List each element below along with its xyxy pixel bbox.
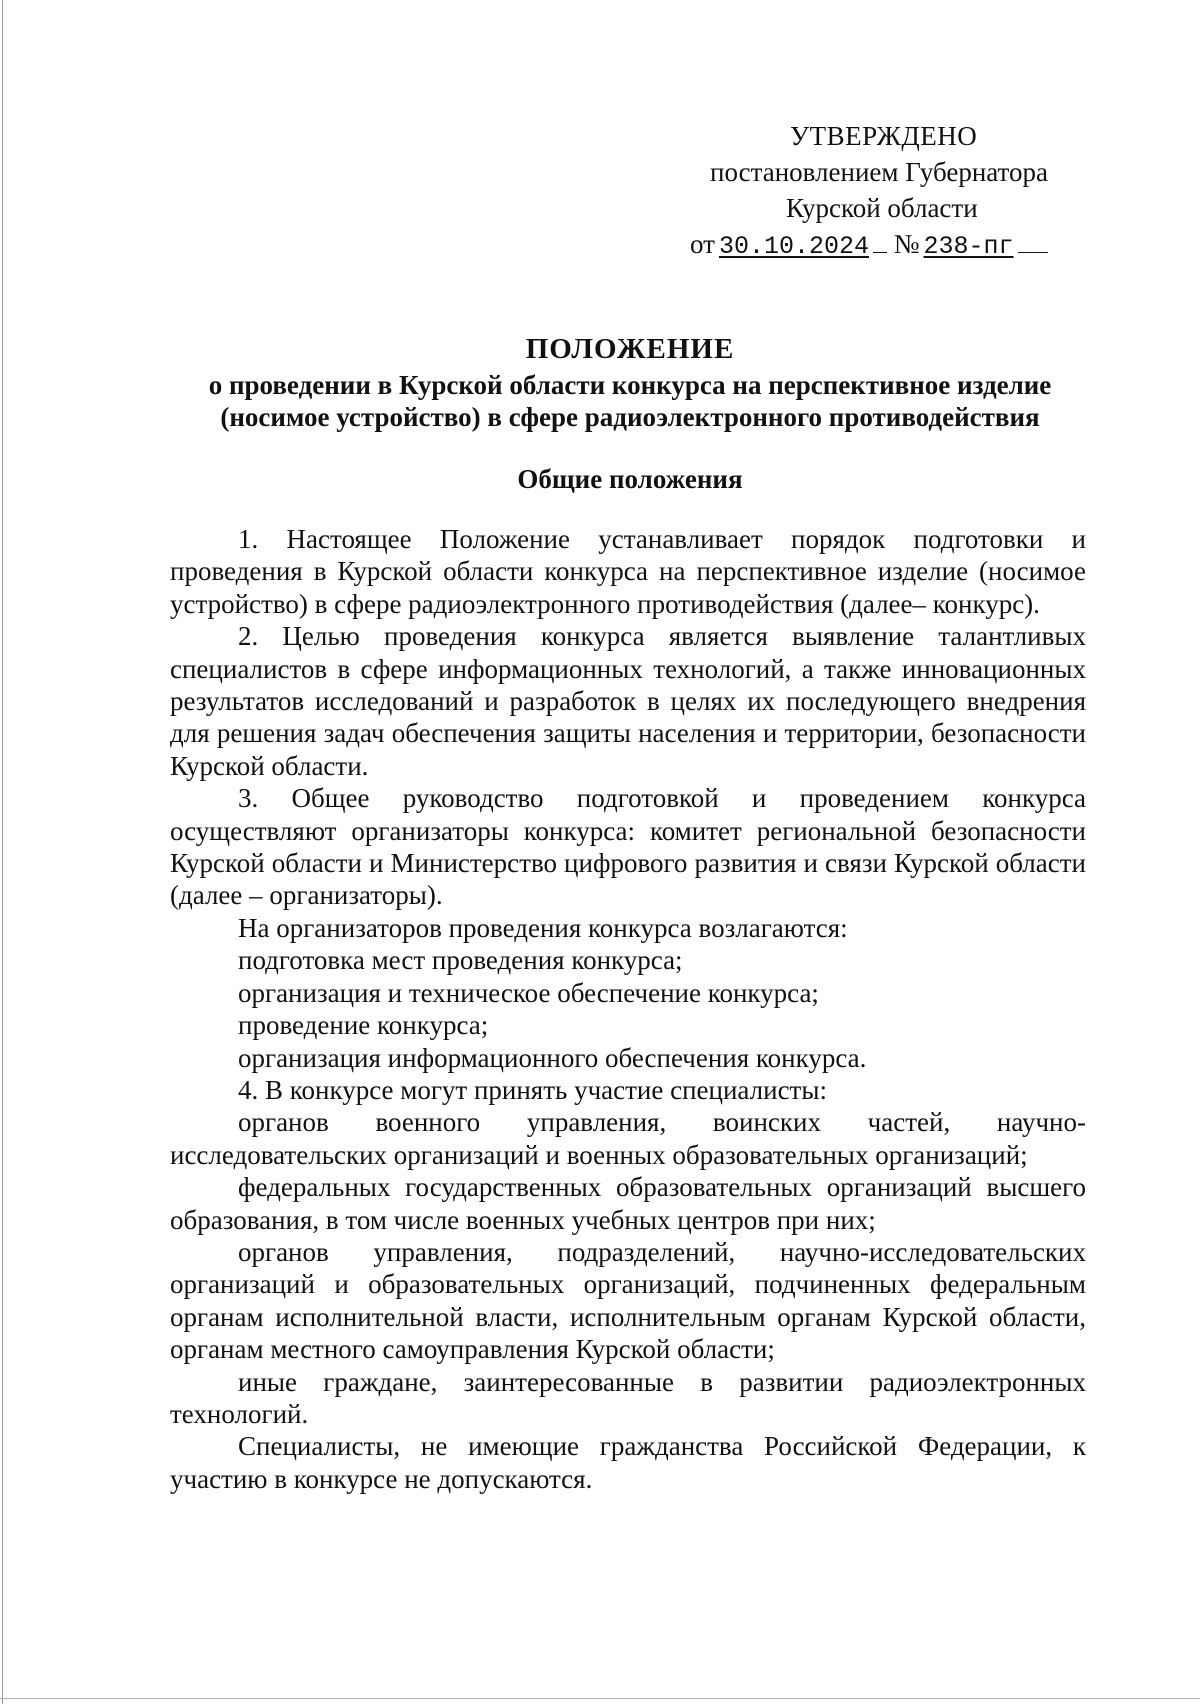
- paragraph-duties-intro: На организаторов проведения конкурса возлагаются:: [238, 912, 848, 943]
- number-underline-pad: [1018, 251, 1048, 253]
- paragraph-exclusion: Специалисты, не имеющие гражданства Российской Федерации, к участию в конкурсе не допускаются.: [170, 1431, 1086, 1494]
- paragraph-4: 4. В конкурсе могут принять участие специалисты:: [238, 1074, 827, 1105]
- date-prefix: от: [690, 229, 715, 259]
- date-underline-pad: [873, 251, 887, 253]
- approval-date: 30.10.2024: [718, 232, 869, 261]
- approval-by: постановлением Губернатора: [710, 157, 1048, 187]
- scan-edge-left: [2, 0, 3, 1704]
- duty-item-3: проведение конкурса;: [238, 1010, 489, 1041]
- participant-item-2: федеральных государственных образовательных организаций высшего образования, в том числе военных учебных центров при них;: [170, 1172, 1086, 1235]
- section-heading: Общие положения: [517, 464, 743, 494]
- duty-item-4: организация информационного обеспечения конкурса.: [238, 1042, 867, 1073]
- document-subtitle-line1: о проведении в Курской области конкурса на перспективное изделие: [208, 370, 1052, 400]
- document-subtitle-line2: (носимое устройство) в сфере радиоэлектронного противодействия: [220, 402, 1040, 432]
- paragraph-3: 3. Общее руководство подготовкой и проведением конкурса осуществляют организаторы конкурса: комитет региональной безопасности Курской области и Министерство цифрового развития и связи Курской области (далее – организаторы).: [170, 783, 1086, 911]
- paragraph-1: 1. Настоящее Положение устанавливает порядок подготовки и проведения в Курской области конкурса на перспективное изделие (носимое устройство) в сфере радиоэлектронного противодействия (далее– конкурс).: [170, 524, 1086, 619]
- document-title: ПОЛОЖЕНИЕ: [525, 333, 735, 365]
- approval-date-row: [690, 226, 1048, 265]
- document-body: [170, 523, 1086, 1495]
- paragraph-2: 2. Целью проведения конкурса является выявление талантливых специалистов в сфере информационных технологий, а также инновационных результатов исследований и разработок в целях их последующего внедрения для решения задач обеспечения защиты населения и территории, безопасности Курской области.: [170, 621, 1086, 781]
- number-prefix: №: [893, 229, 920, 259]
- approval-number: 238-пг: [923, 232, 1014, 261]
- duty-item-1: подготовка мест проведения конкурса;: [238, 945, 683, 976]
- approval-title: УТВЕРЖДЕНО: [790, 121, 978, 151]
- participant-item-1: органов военного управления, воинских частей, научно-исследовательских организаций и военных образовательных организаций;: [170, 1107, 1086, 1170]
- participant-item-3: органов управления, подразделений, научно-исследовательских организаций и образовательных организаций, подчиненных федеральным органам исполнительной власти, исполнительным органам Курской области, органам местного самоуправления Курской области;: [170, 1236, 1086, 1365]
- duty-item-2: организация и техническое обеспечение конкурса;: [238, 977, 819, 1008]
- participant-item-4: иные граждане, заинтересованные в развитии радиоэлектронных технологий.: [170, 1366, 1086, 1429]
- scan-edge-bottom: [0, 1698, 1200, 1699]
- approval-region: Курской области: [786, 193, 978, 223]
